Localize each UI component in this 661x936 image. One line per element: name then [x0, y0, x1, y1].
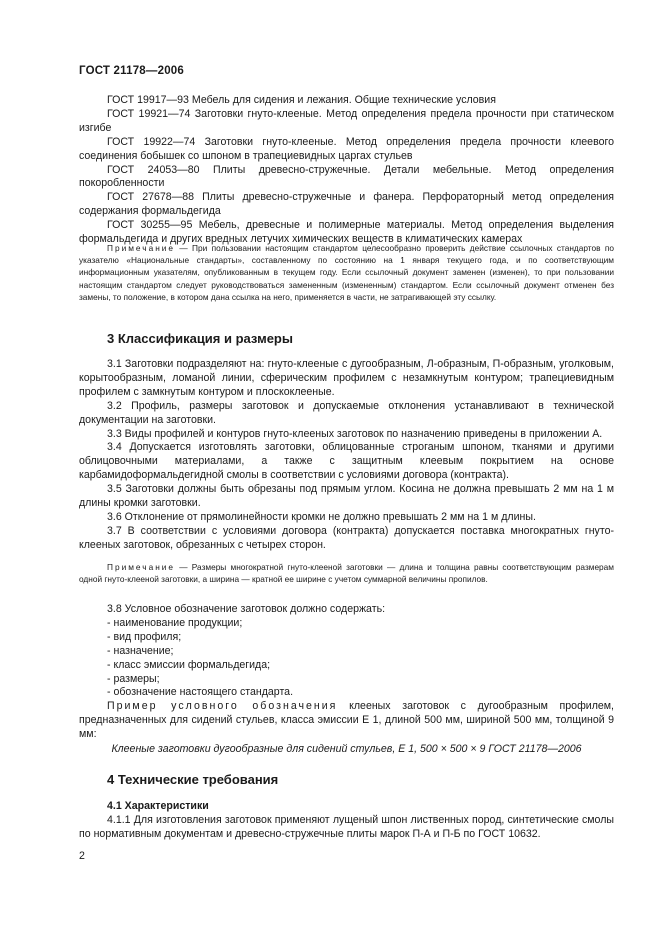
section-heading-3: 3 Классификация и размеры: [107, 331, 293, 346]
example-label: Пример условного обозначения: [107, 700, 338, 713]
paragraph: 4.1.1 Для изготовления заготовок применяют лущеный шпон лиственных пород, синтетические смолы по нормативным документам и древесно-стружечные плиты марок П-А и П-Б по ГОСТ 10632.: [79, 814, 614, 840]
list-item: - класс эмиссии формальдегида;: [107, 658, 271, 671]
note-text: — Размеры многократной гнуто-клееной заготовки — длина и толщина равны соответствующим размерам одной гнуто-клееной заготовки, а ширина — кратной ее ширине с учетом суммарной величины пропилов.: [79, 562, 614, 585]
example-designation-block: [79, 743, 614, 757]
note-multiple-blanks: [79, 561, 614, 585]
example-paragraph: [79, 700, 614, 742]
example-text: клееных заготовок с дугообразным профилем, предназначенных для сидений стульев, класса эмиссии Е 1, длиной 500 мм, шириной 500 мм, толщиной 9 мм:: [79, 700, 614, 741]
paragraph: 3.3 Виды профилей и контуров гнуто-клееных заготовок по назначению приведены в приложении А.: [107, 427, 603, 440]
list-item: - размеры;: [107, 672, 160, 685]
example-designation: Клееные заготовки дугообразные для сидений стульев, Е 1, 500 × 500 × 9 ГОСТ 21178—2006: [111, 743, 582, 755]
paragraph: 3.4 Допускается изготовлять заготовки, облицованные строганым шпоном, тканями и другими облицовочными материалами, а также с защитным клеевым покрытием на основе карбамидоформальдегидной смолы в соответствии с условиями договора (контракта).: [79, 441, 614, 482]
paragraph: 3.2 Профиль, размеры заготовок и допускаемые отклонения устанавливают в технической документации на заготовки.: [79, 399, 614, 426]
page-header: ГОСТ 21178—2006: [79, 65, 184, 77]
note-references: [79, 242, 614, 303]
subsection-heading-4-1: 4.1 Характеристики: [107, 800, 209, 812]
note-text: — При пользовании настоящим стандартом целесообразно проверить действие ссылочных стандартов по указателю «Национальные стандарты», составленному по состоянию на 1 января текущего года, и по соответствующим информационным указателям, опубликованным в текущем году. Если ссылочный документ заменен (изменен), то при пользовании настоящим стандартом следует руководствоваться замененным (измененным) стандартом. Если ссылочный документ отменен без замены, то положение, в котором дана ссылка на него, применяется в части, не затрагивающей эту ссылку.: [79, 243, 614, 302]
section-heading-4: 4 Технические требования: [107, 772, 279, 787]
paragraph: 3.1 Заготовки подразделяют на: гнуто-клееные с дугообразным, Л-образным, П-образным, уголковым, корытообразным, ломаной линии, сферическим профилем с незамкнутым контуром; трапециевидным профилем с замкнутым контуром и плоскоклееные.: [79, 358, 614, 398]
paragraph: 3.7 В соответствии с условиями договора (контракта) допускается поставка многократных гнуто-клееных заготовок, обрезанных с четырех сторон.: [79, 524, 614, 551]
list-item: - обозначение настоящего стандарта.: [107, 686, 294, 699]
reference-item: ГОСТ 19922—74 Заготовки гнуто-клееные. Метод определения предела прочности клеевого соединения бобышек со шпоном в трапециевидных царгах стульев: [79, 135, 614, 162]
designation-list: [79, 617, 614, 700]
paragraph: 3.6 Отклонение от прямолинейности кромки не должно превышать 2 мм на 1 м длины.: [107, 510, 536, 523]
list-item: - назначение;: [107, 644, 174, 657]
section-4-body: [79, 814, 614, 842]
reference-item: ГОСТ 24053—80 Плиты древесно-стружечные. Детали мебельные. Метод определения покоробленности: [79, 163, 614, 190]
reference-item: ГОСТ 27678—88 Плиты древесно-стружечные и фанера. Перфораторный метод определения содержания формальдегида: [79, 191, 614, 218]
paragraph: 3.8 Условное обозначение заготовок должно содержать:: [107, 603, 386, 615]
reference-item: ГОСТ 19917—93 Мебель для сидения и лежания. Общие технические условия: [107, 94, 496, 106]
list-item: - наименование продукции;: [107, 616, 243, 629]
reference-item: ГОСТ 30255—95 Мебель, древесные и полимерные материалы. Метод определения выделения формальдегида и других вредных летучих химических веществ в климатических камерах: [79, 219, 614, 246]
designation-requirements: [79, 603, 614, 742]
reference-item: ГОСТ 19921—74 Заготовки гнуто-клееные. Метод определения предела прочности при статическом изгибе: [79, 107, 614, 134]
normative-references: [79, 94, 614, 247]
note-label: Примечание: [107, 243, 176, 253]
page-number: 2: [79, 850, 85, 862]
note-label: Примечание: [107, 562, 176, 572]
list-item: - вид профиля;: [107, 630, 182, 643]
section-3-body: [79, 358, 614, 553]
paragraph: 3.5 Заготовки должны быть обрезаны под прямым углом. Косина не должна превышать 2 мм на 1 м длины кромки заготовки.: [79, 483, 614, 510]
